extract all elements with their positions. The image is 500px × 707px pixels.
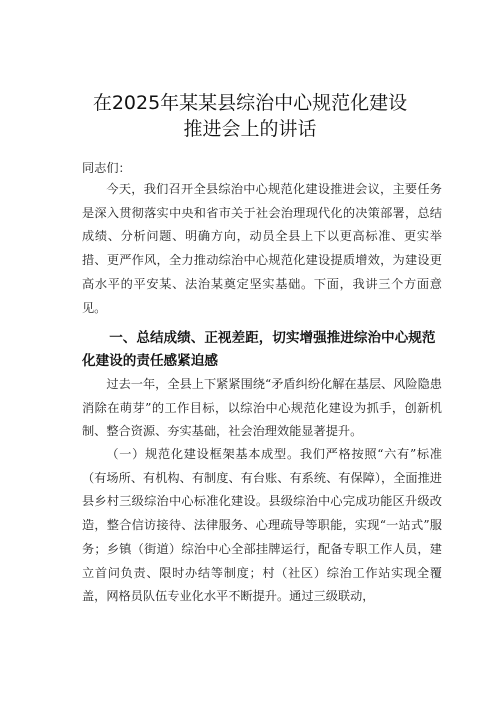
document-title-line2: 推进会上的讲话: [183, 118, 317, 140]
salutation: 同志们：: [82, 161, 131, 175]
paragraph-3: （一）规范化建设框架基本成型。我们严格按照“六有”标准（有场所、有机构、有制度、有台账、有系统、有保障），全面推进县乡村三级综治中心标准化建设。县级综治中心完成功能区升级改造，整合信访接待、法律服务、心理疏导等职能，实现“一站式”服务；乡镇（街道）综治中心全部挂牌运行，配备专职工作人员，建立首问负责、限时办结等制度；村（社区）综治工作站实现全覆盖，网格员队伍专业化水平不断提升。通过三级联动，: [82, 447, 442, 604]
section-heading-1: 一、总结成绩、正视差距，切实增强推进综治中心规范化建设的责任感紧迫感: [82, 330, 436, 369]
paragraph-intro: 今天，我们召开全县综治中心规范化建设推进会议，主要任务是深入贯彻落实中央和省市关于社会治理现代化的决策部署，总结成绩、分析问题、明确方向，动员全县上下以更高标准、更实举措、更严作风，全力推动综治中心规范化建设提质增效，为建设更高水平的平安某、法治某奠定坚实基础。下面，我讲三个方面意见。: [82, 182, 442, 315]
paragraph-2: 过去一年，全县上下紧紧围绕“矛盾纠纷化解在基层、风险隐患消除在萌芽”的工作目标，以综治中心规范化建设为抓手，创新机制、整合资源、夯实基础，社会治理效能显著提升。: [82, 377, 442, 439]
document-title-line1: 在2025年某某县综治中心规范化建设: [92, 92, 408, 114]
